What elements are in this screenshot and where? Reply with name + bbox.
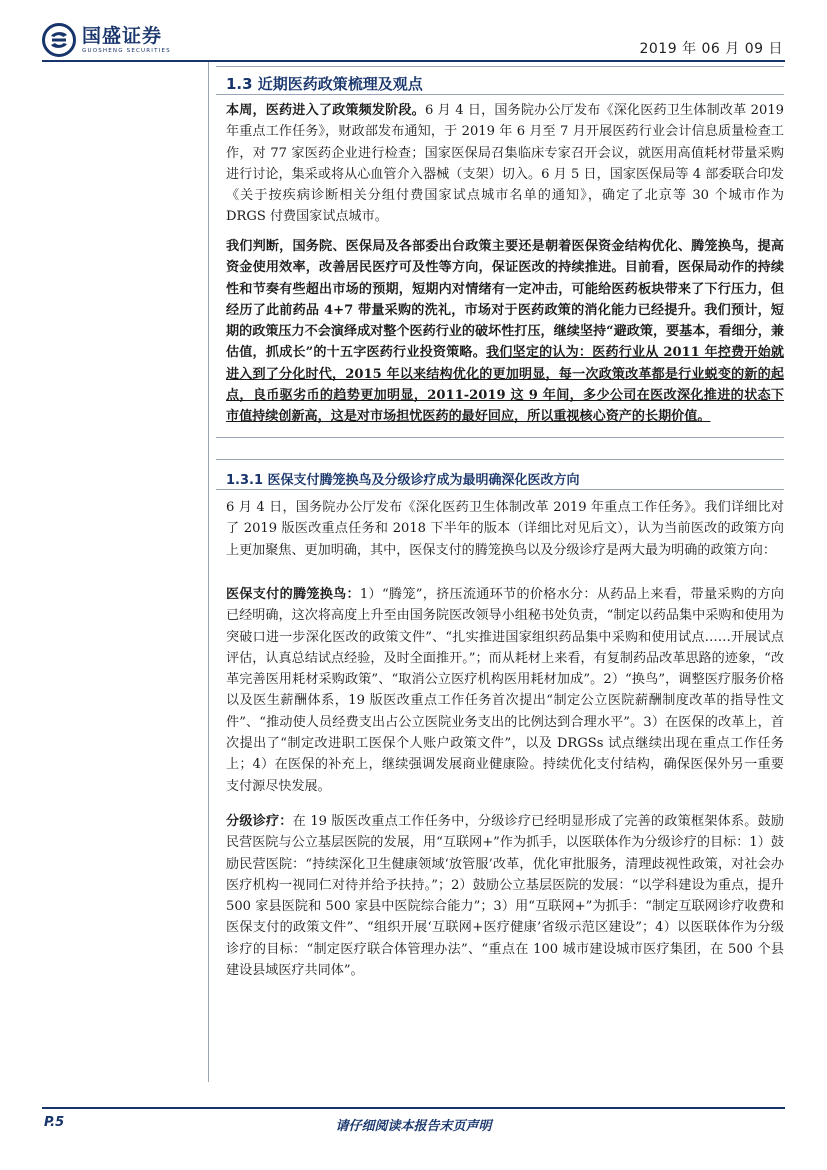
disclaimer-note: 请仔细阅读本报告末页声明 (335, 1119, 492, 1134)
paragraph-lead: 医保支付的腾笼换鸟： (226, 587, 360, 602)
section-title-rule (216, 94, 784, 95)
paragraph-lead: 本周，医药进入了政策频发阶段。 (226, 103, 425, 118)
subsection-top-rule (216, 459, 784, 460)
brand-name: 国盛证券 (82, 25, 163, 47)
header-divider (42, 60, 785, 62)
paragraph-body: 在 19 版医改重点工作任务中，分级诊疗已经明显形成了完善的政策框架体系。鼓励民营医院与公立基层医院的发展，用“互联网+”作为抓手，以医联体作为分级诊疗的目标：1）鼓励民营医院：“持续深化卫生健康领域‘放管服’改革，优化审批服务，清理歧视性政策，对社会办医疗机构一视同仁对待并给予扶持。”；2）鼓励公立基层医院的发展：“以学科建设为重点，提升 500 家县医院和 500 家县中医院综合能力”；3）用“互联网+”为抓手：“制定互联网诊疗收费和医保支付的政策文件”、“组织开展‘互联网+医疗健康’省级示范区建设”；4）以医联体作为分级诊疗的目标：“制定医疗联合体管理办法”、“重点在 100 城市建设城市医疗集团，在 500 个县建设县域医疗共同体”。 (226, 814, 785, 979)
section-title: 1.3 近期医药政策梳理及观点 (226, 75, 423, 93)
report-date: 2019 年 06 月 09 日 (639, 41, 783, 57)
subsection-title-rule (216, 489, 784, 490)
paragraph-body: 6 月 4 日，国务院办公厅发布《深化医药卫生体制改革 2019 年重点工作任务》，财政部发布通知，于 2019 年 6 月至 7 月开展医药行业会计信息质量检查工作，对 77 家医药企业进行检查；国家医保局召集临床专家召开会议，就医用高值耗材带量采购进行讨论，集采或将从心血管介入器械（支架）切入。6 月 5 日，国家医保局等 4 部委联合印发《关于按疾病诊断相关分组付费国家试点城市名单的通知》，确定了北京等 30 个城市作为 DRGS 付费国家试点城市。 (226, 103, 785, 225)
footer-divider (42, 1107, 785, 1109)
guosheng-logo-icon (42, 23, 76, 57)
content-frame-line (208, 62, 209, 1082)
paragraph-body: 1）“腾笼”，挤压流通环节的价格水分：从药品上来看，带量采购的方向已经明确，这次将高度上升至由国务院医改领导小组秘书处负责，“制定以药品集中采购和使用为突破口进一步深化医改的政策文件”、“扎实推进国家组织药品集中采购和使用试点……开展试点评估，认真总结试点经验，及时全面推开。”；而从耗材上来看，有复制药品改革思路的迹象，“改革完善医用耗材采购政策”、“取消公立医疗机构医用耗材加成”。2）“换鸟”，调整医疗服务价格以及医生薪酬体系，19 版医改重点工作任务首次提出“制定公立医院薪酬制度改革的指导性文件”、“推动使人员经费支出占公立医院业务支出的比例达到合理水平”。3）在医保的改革上，首次提出了“制定改进职工医保个人账户政策文件”，以及 DRGSs 试点继续出现在重点工作任务上；4）在医保的补充上，继续强调发展商业健康险。持续优化支付结构，确保医保外另一重要支付源尽快发展。 (226, 587, 784, 794)
section-top-rule (216, 66, 784, 67)
section-paragraph-2 (226, 236, 784, 428)
paragraph-judgement: 我们判断，国务院、医保局及各部委出台政策主要还是朝着医保资金结构优化、腾笼换鸟，提高资金使用效率，改善居民医疗可及性等方向，保证医改的持续推进。目前看，医保局动作的持续性和节奏有些超出市场的预期，短期内对情绪有一定冲击，可能给医药板块带来了下行压力，但经历了此前药品 4+7 带量采购的洗礼，市场对于医药政策的消化能力已经提升。我们预计，短期的政策压力不会演绎成对整个医药行业的破坏性打压，继续坚持“避政策，要基本，看细分，兼估值，抓成长”的十五字医药行业投资策略。 (226, 239, 784, 361)
subsection-title: 1.3.1 医保支付腾笼换鸟及分级诊疗成为最明确深化医改方向 (226, 473, 580, 488)
brand-logo (42, 22, 171, 58)
subsection-paragraph-2 (226, 584, 784, 797)
paragraph-lead: 分级诊疗： (226, 814, 293, 829)
subsection-paragraph-1: 6 月 4 日，国务院办公厅发布《深化医药卫生体制改革 2019 年重点工作任务》。我们详细比对了 2019 版医改重点任务和 2018 下半年的版本（详细比对见后文），认为当前医改的政策方向上更加聚焦、更加明确，其中，医保支付的腾笼换鸟以及分级诊疗是两大最为明确的政策方向： (226, 500, 784, 558)
section-paragraph-1 (226, 100, 784, 228)
page-number: P.5 (44, 1115, 65, 1130)
brand-subtitle: GUOSHENG SECURITIES (82, 48, 171, 54)
paragraph-conclusion: 我们坚定的认为：医药行业从 2011 年控费开始就进入到了分化时代，2015 年以来结构优化的更加明显，每一次政策改革都是行业蜕变的新的起点，良币驱劣币的趋势更加明显，2011-2019 这 9 年间，多少公司在医改深化推进的状态下市值持续创新高，这是对市场担忧医药的最好回应，所以重视核心资产的长期价值。 (226, 345, 784, 425)
section-bottom-rule (216, 437, 784, 438)
subsection-paragraph-3 (226, 811, 784, 981)
